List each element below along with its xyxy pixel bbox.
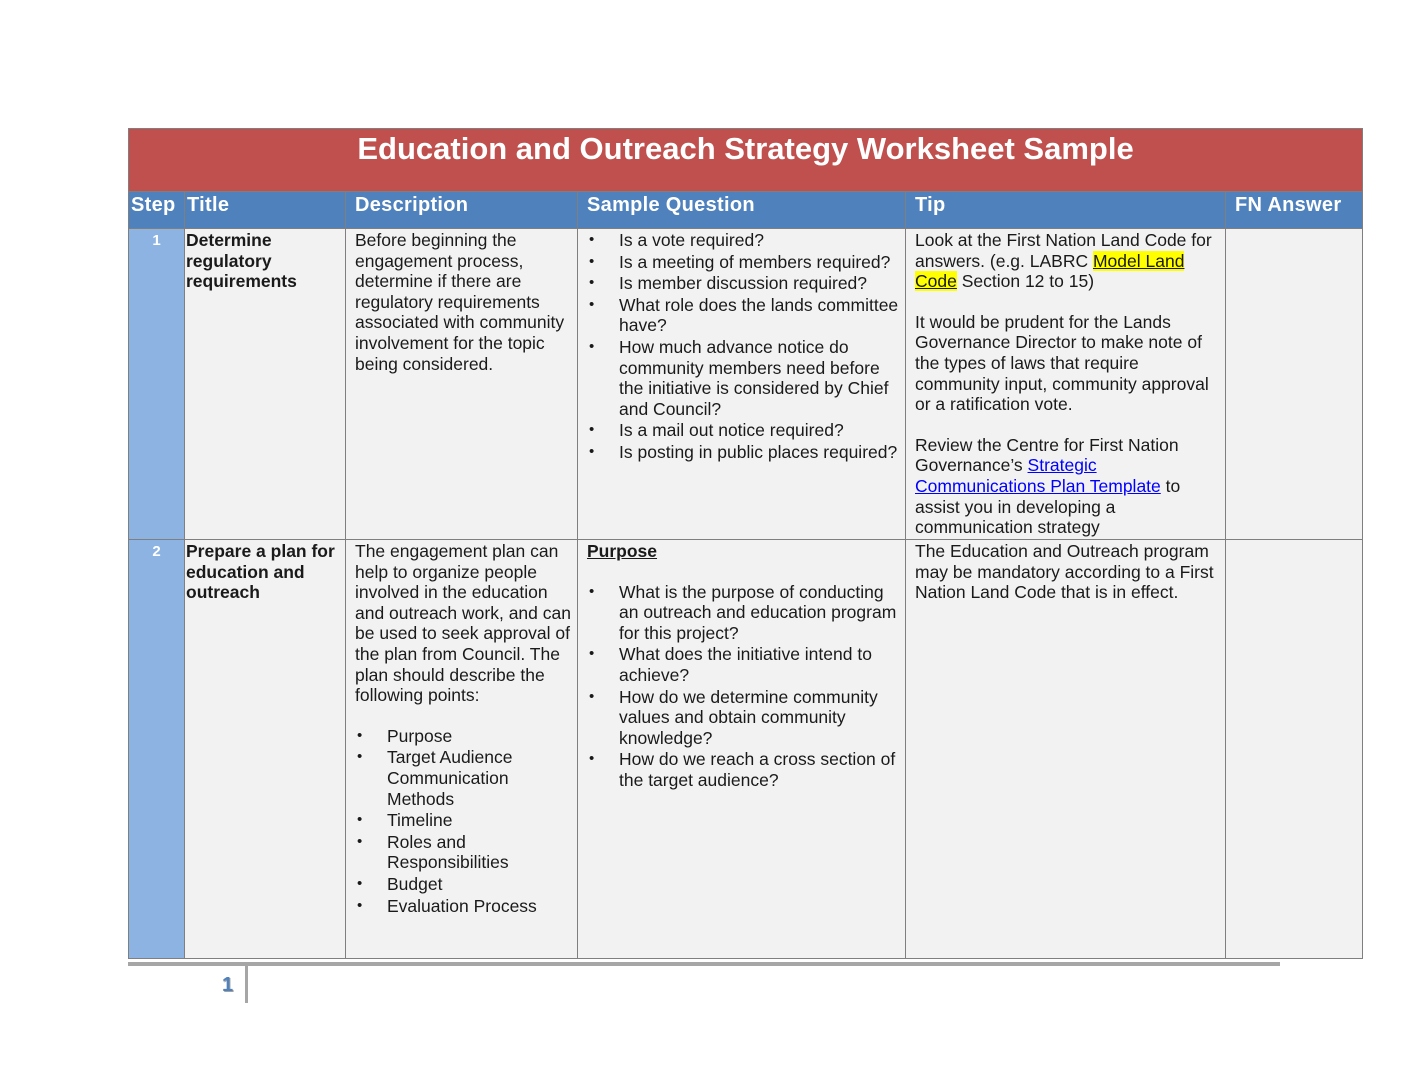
tip-paragraph: It would be prudent for the Lands Governance Director to make note of the types of laws that require community input, community approval or a ratification vote. — [915, 311, 1209, 415]
list-item: • How much advance notice do community members need before the initiative is considered by Chief and Council? — [587, 337, 899, 419]
list-item: • Timeline — [355, 810, 571, 831]
step-number: 2 — [129, 540, 185, 959]
list-item: • Is member discussion required? — [587, 273, 899, 294]
step-description — [346, 540, 578, 959]
column-header-sample-question: Sample Question — [578, 192, 906, 229]
step-description: Before beginning the engagement process, determine if there are regulatory requirements associated with community involvement for the topic being considered. — [346, 229, 578, 540]
column-header-tip: Tip — [906, 192, 1226, 229]
model-land-code-highlight: Model Land Code — [915, 250, 1185, 292]
list-item: • Roles and Responsibilities — [355, 832, 571, 873]
list-item: • Is a mail out notice required? — [587, 420, 899, 441]
footer-divider — [128, 962, 1280, 966]
strategic-communications-plan-link[interactable]: Strategic Communications Plan Template — [915, 455, 1161, 496]
list-item: • What does the initiative intend to achieve? — [587, 644, 899, 685]
tip — [906, 540, 1226, 959]
list-item: • Budget — [355, 874, 571, 895]
column-header-fn-answer: FN Answer — [1226, 192, 1363, 229]
document-title: Education and Outreach Strategy Worksheet Sample — [129, 129, 1363, 192]
page-number-divider — [245, 965, 248, 1003]
list-item: • Target Audience Communication Methods — [355, 747, 571, 809]
list-item: • Evaluation Process — [355, 896, 571, 917]
table-row — [129, 229, 1363, 540]
list-item: • What is the purpose of conducting an outreach and education program for this project? — [587, 582, 899, 644]
question-list — [587, 582, 899, 791]
table-row — [129, 540, 1363, 959]
question-list — [587, 230, 899, 463]
step-title: Prepare a plan for education and outreach — [185, 540, 346, 959]
list-item: • How do we reach a cross section of the target audience? — [587, 749, 899, 790]
step-number: 1 — [129, 229, 185, 540]
list-item: • What role does the lands committee have? — [587, 295, 899, 336]
description-points — [355, 726, 571, 916]
column-header-title: Title — [185, 192, 346, 229]
sample-questions — [578, 229, 906, 540]
column-header-description: Description — [346, 192, 578, 229]
tip-paragraph: The Education and Outreach program may be mandatory according to a First Nation Land Code that is in effect. — [915, 541, 1214, 603]
column-header-step: Step — [129, 192, 185, 229]
list-item: • Purpose — [355, 726, 571, 747]
list-item: • Is posting in public places required? — [587, 442, 899, 463]
list-item: • Is a vote required? — [587, 230, 899, 251]
list-item: • How do we determine community values and obtain community knowledge? — [587, 687, 899, 749]
tip-paragraph: Look at the First Nation Land Code for answers. (e.g. LABRC Model Land Code Section 12 to 15) — [915, 230, 1212, 292]
tip — [906, 229, 1226, 540]
sample-questions — [578, 540, 906, 959]
list-item: • Is a meeting of members required? — [587, 252, 899, 273]
description-text: The engagement plan can help to organize people involved in the education and outreach work, and can be used to seek approval of the plan from Council. The plan should describe the following points: — [355, 541, 571, 706]
fn-answer-cell[interactable] — [1226, 540, 1363, 959]
tip-paragraph: Review the Centre for First Nation Governance’s Strategic Communications Plan Template to assist you in developing a communication strategy — [915, 434, 1181, 538]
page-number: 1 — [222, 974, 234, 996]
worksheet-table — [128, 128, 1363, 959]
purpose-heading: Purpose — [587, 541, 658, 561]
step-title: Determine regulatory requirements — [185, 229, 346, 540]
fn-answer-cell[interactable] — [1226, 229, 1363, 540]
